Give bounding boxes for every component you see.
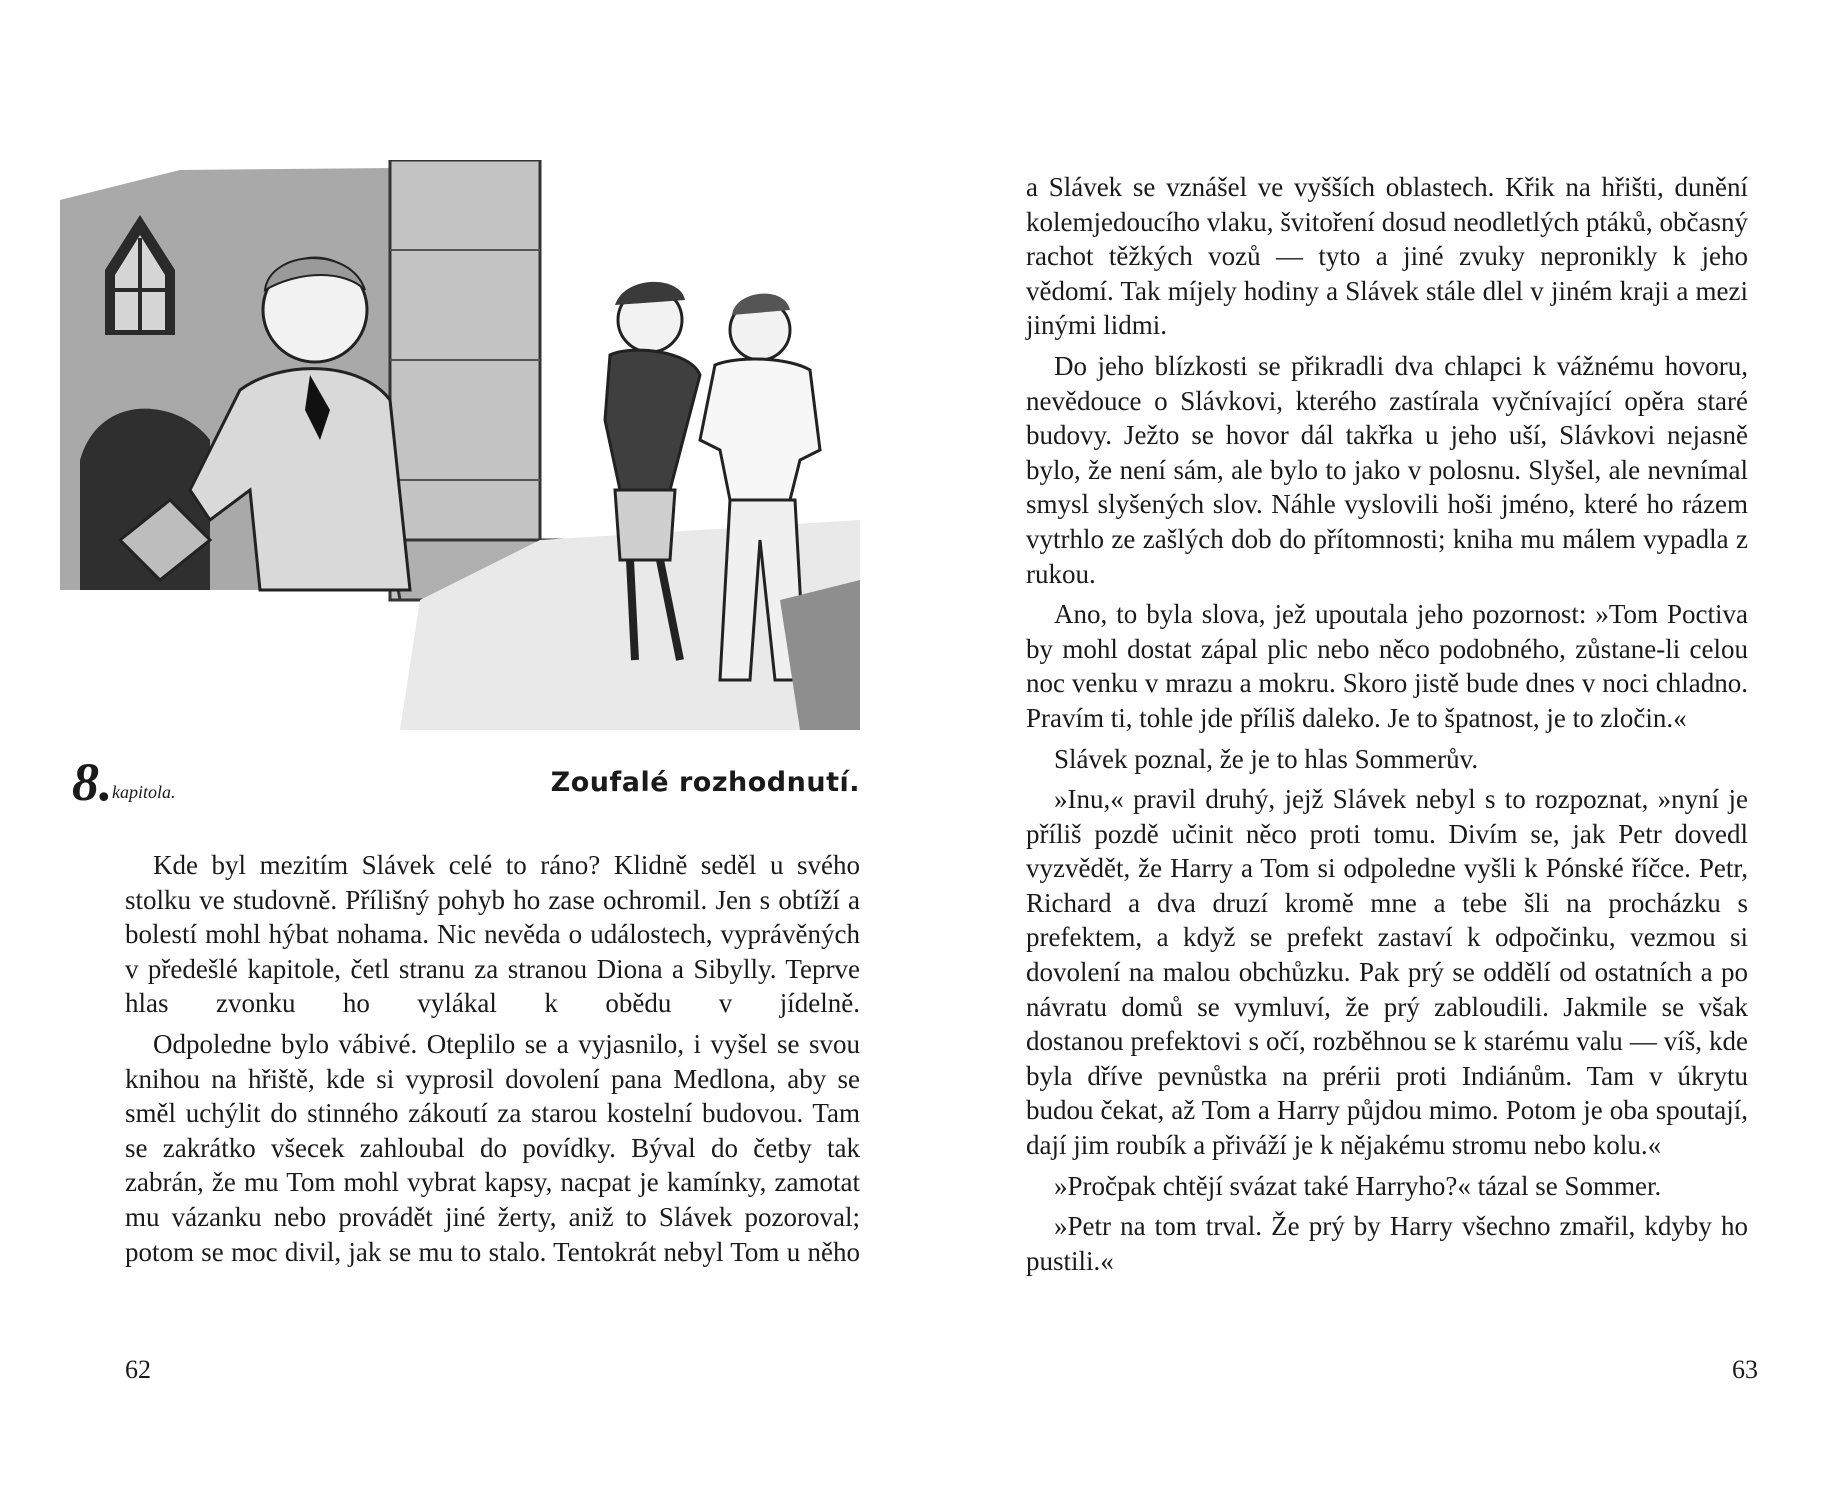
chapter-illustration	[60, 160, 860, 730]
white-shirt-boy-body	[700, 359, 820, 500]
right-page	[914, 0, 1828, 1500]
paragraph: Ano, to byla slova, jež upoutala jeho pozornost: »Tom Poctiva by mohl dostat zápal plic nebo něco podobného, zůstane-li celou noc venku v mrazu a mokru. Skoro jistě bude dnes v noci chladno. Pravím ti, tohle jde příliš daleko. Je to špatnost, je to zločin.«	[1026, 599, 1748, 733]
paragraph: Odpoledne bylo vábivé. Oteplilo se a vyjasnilo, i vyšel se svou knihou na hřiště, kde si vyprosil dovolení pana Medlona, aby se směl uchýlit do stinného zákoutí za starou kostelní budovou. Tam se zakrátko všecek zahloubal do povídky. Býval do četby tak zabrán, že mu Tom mohl vybrat kapsy, nacpat je kamínky, zamotat mu vázanku nebo provádět jiné žerty, aniž to Slávek pozoroval; potom se moc divil, jak se mu to stalo. Tentokrát nebyl Tom u něho	[125, 1028, 860, 1267]
paragraph: a Slávek se vznášel ve vyšších oblastech. Křik na hřišti, dunění kolemjedoucího vlaku, švitoření dosud neodletlých ptáků, občasný rachot těžkých vozů — tyto a jiné zvuky nepronikly k jeho vědomí. Tak míjely hodiny a Slávek stále dlel v jiném kraji a mezi jinými lidmi.	[1026, 172, 1748, 341]
paragraph: Do jeho blízkosti se přikradli dva chlapci k vážnému hovoru, nevědouce o Slávkovi, kterého zastírala vyčnívající opěra staré budovy. Ježto se hovor dál takřka u jeho uší, Slávkovi nejasně bylo, že není sám, ale bylo to jako v polosnu. Slyšel, ale nevnímal smysl slyšených slov. Náhle vyslovili hoši jméno, které ho rázem vytrhlo ze zašlých dob do přítomnosti; kniha mu málem vypadla z rukou.	[1026, 350, 1748, 589]
stone-pillar	[390, 160, 540, 600]
chapter-heading	[72, 752, 860, 812]
page-number: 62	[125, 1355, 151, 1384]
paragraph: »Petr na tom trval. Že prý by Harry všechno zmařil, kdyby ho pustili.«	[1026, 1211, 1748, 1276]
paragraph: »Pročpak chtějí svázat také Harryho?« tázal se Sommer.	[1054, 1170, 1662, 1201]
left-body-text	[125, 848, 860, 1275]
capped-boy-jacket	[605, 350, 700, 490]
paragraph: Kde byl mezitím Slávek celé to ráno? Klidně seděl u svého stolku ve studovně. Přílišný pohyb ho zase ochromil. Jen s obtíží a bolestí mohl hýbat nohama. Nic nevěda o událostech, vyprávěných v předešlé kapitole, četl stranu za stranou Diona a Sibylly. Teprve hlas zvonku ho vylákal k obědu v jídelně.	[125, 850, 860, 1019]
chapter-label: kapitola.	[112, 782, 176, 802]
chapter-title: Zoufalé rozhodnutí.	[550, 767, 860, 798]
right-body-text	[1026, 170, 1748, 1284]
page-number: 63	[1732, 1355, 1758, 1384]
paragraph: Slávek poznal, že je to hlas Sommerův.	[1054, 743, 1479, 774]
chapter-number: 8.	[72, 752, 113, 812]
illustration-drawing	[60, 160, 860, 730]
paragraph: »Inu,« pravil druhý, jejž Slávek nebyl s to rozpoznat, »nyní je příliš pozdě učinit něco proti tomu. Divím se, jak Petr dovedl vyzvědět, že Harry a Tom si odpoledne vyšli k Pónské říčce. Petr, Richard a dva druzí kromě mne a tebe šli na procházku s prefektem, a když se prefekt zastaví k odpočinku, vezmou si dovolení na malou obchůzku. Pak prý se oddělí od ostatních a po návratu domů se vymluví, že prý zabloudili. Jakmile se však dostanou prefektovi s očí, rozběhnou se k starému valu — víš, kde byla dříve pevnůstka na prérii proti Indiánům. Tam v úkrytu budou čekat, až Tom a Harry půjdou mimo. Potom je oba spoutají, dají jim roubík a přiváží je k nějakému stromu nebo kolu.«	[1026, 784, 1748, 1161]
